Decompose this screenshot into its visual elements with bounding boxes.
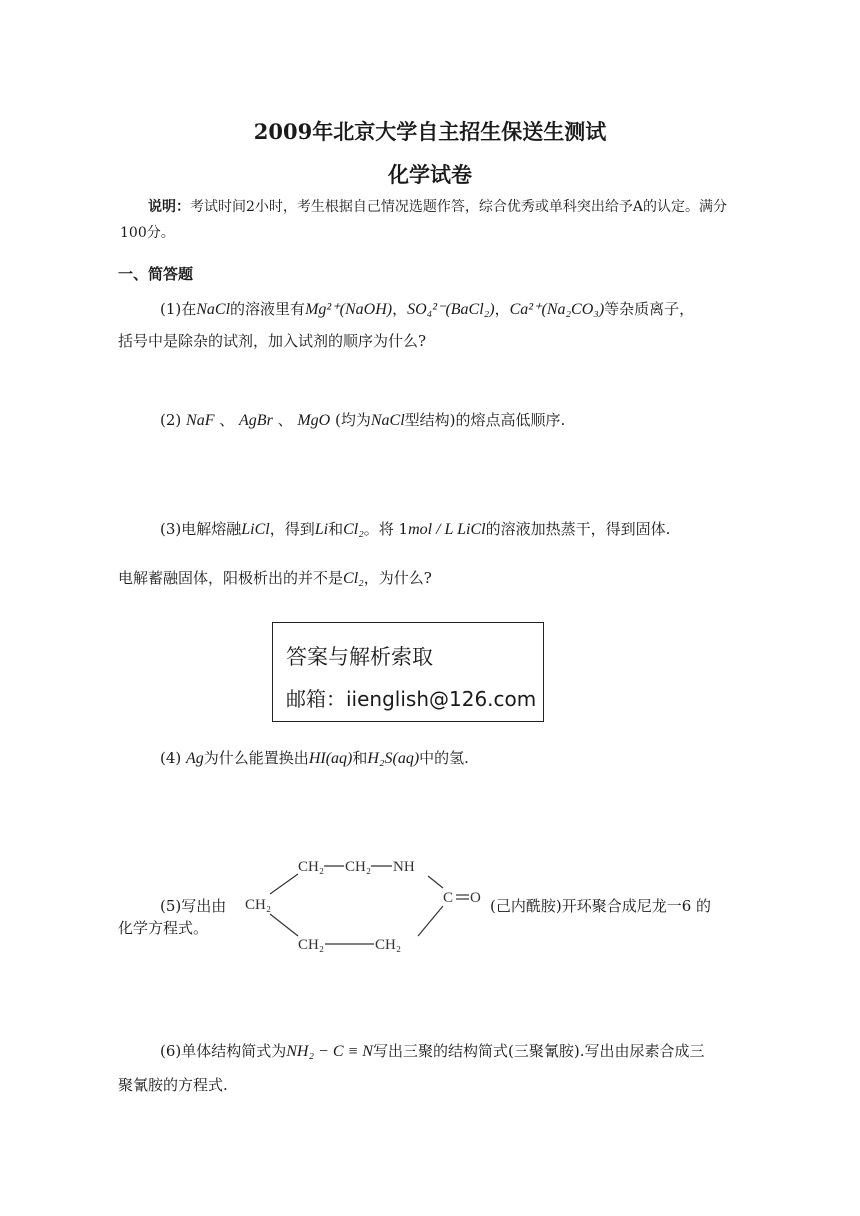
- formula: Ca²⁺(Na₂CO₃): [509, 301, 605, 318]
- question-5-line-2: 化学方程式。: [118, 919, 209, 937]
- question-4: (4) Ag为什么能置换出HI(aq)和H₂S(aq)中的氢.: [160, 749, 469, 767]
- atom-label: CH₂: [245, 897, 272, 913]
- atom-label: CH₂: [345, 859, 372, 875]
- formula: NaF: [186, 412, 215, 429]
- question-6-line-1: (6)单体结构简式为NH₂ − C ≡ N写出三聚的结构简式(三聚氰胺).写出由尿素合成三: [160, 1042, 705, 1060]
- formula: HI(aq): [308, 750, 353, 767]
- box-line-1: 答案与解析索取: [286, 645, 433, 669]
- question-3-line-1: (3)电解熔融LiCl，得到Li和Cl₂。将 1mol / L LiCl的溶液加热蒸干，得到固体.: [160, 520, 671, 538]
- atom-label: O: [470, 890, 481, 906]
- caprolactam-structure: [238, 846, 498, 958]
- box-email: 邮箱：iienglish@126.com: [286, 687, 537, 711]
- formula: H₂S(aq): [367, 750, 420, 767]
- formula: SO₄²⁻(BaCl₂): [407, 301, 495, 318]
- question-2: (2) NaF 、 AgBr 、 MgO (均为NaCl型结构)的熔点高低顺序.: [160, 411, 566, 429]
- page-subtitle: 化学试卷: [388, 162, 472, 187]
- formula: NaCl: [196, 301, 231, 318]
- exam-note: [120, 194, 740, 246]
- formula: MgO: [297, 412, 331, 429]
- answer-contact-box: [272, 622, 544, 722]
- formula: NaCl: [370, 412, 405, 429]
- atom-label: CH₂: [375, 937, 402, 953]
- atom-label: CH₂: [298, 937, 325, 953]
- formula: mol / L LiCl: [408, 521, 486, 538]
- question-5-after: (己内酰胺)开环聚合成尼龙一6 的: [490, 897, 712, 915]
- formula: Cl₂: [343, 521, 364, 538]
- formula: NH₂ − C ≡ N: [286, 1043, 373, 1060]
- bond: [418, 906, 443, 936]
- formula: Ag: [186, 750, 204, 767]
- note-label: 说明：: [148, 199, 190, 215]
- atom-label: C: [443, 890, 454, 906]
- bond: [428, 876, 443, 888]
- bond: [270, 914, 298, 936]
- formula: LiCl: [241, 521, 270, 538]
- question-1-line-1: (1)在NaCl的溶液里有Mg²⁺(NaOH)，SO₄²⁻(BaCl₂)，Ca²⁺(Na₂CO₃)等杂质离子，: [160, 300, 695, 318]
- formula: Mg²⁺(NaOH): [305, 301, 393, 318]
- formula: Cl₂: [343, 570, 364, 587]
- bond: [270, 874, 298, 894]
- page-title: 2009年北京大学自主招生保送生测试: [253, 119, 607, 144]
- formula: AgBr: [239, 412, 273, 429]
- question-5-before: (5)写出由: [160, 897, 227, 915]
- note-text: 考试时间2小时，考生根据自己情况选题作答，综合优秀或单科突出给予A的认定。满分100分。: [120, 199, 728, 241]
- section-heading: 一、简答题: [118, 265, 194, 283]
- question-6-line-2: 聚氰胺的方程式.: [118, 1076, 228, 1094]
- atom-label: NH: [393, 859, 415, 875]
- formula: Li: [314, 521, 329, 538]
- atom-label: CH₂: [298, 859, 325, 875]
- question-1-line-2: 括号中是除杂的试剂，加入试剂的顺序为什么?: [118, 332, 427, 350]
- question-3-line-2: 电解蓄融固体，阳极析出的并不是Cl₂，为什么?: [118, 569, 432, 587]
